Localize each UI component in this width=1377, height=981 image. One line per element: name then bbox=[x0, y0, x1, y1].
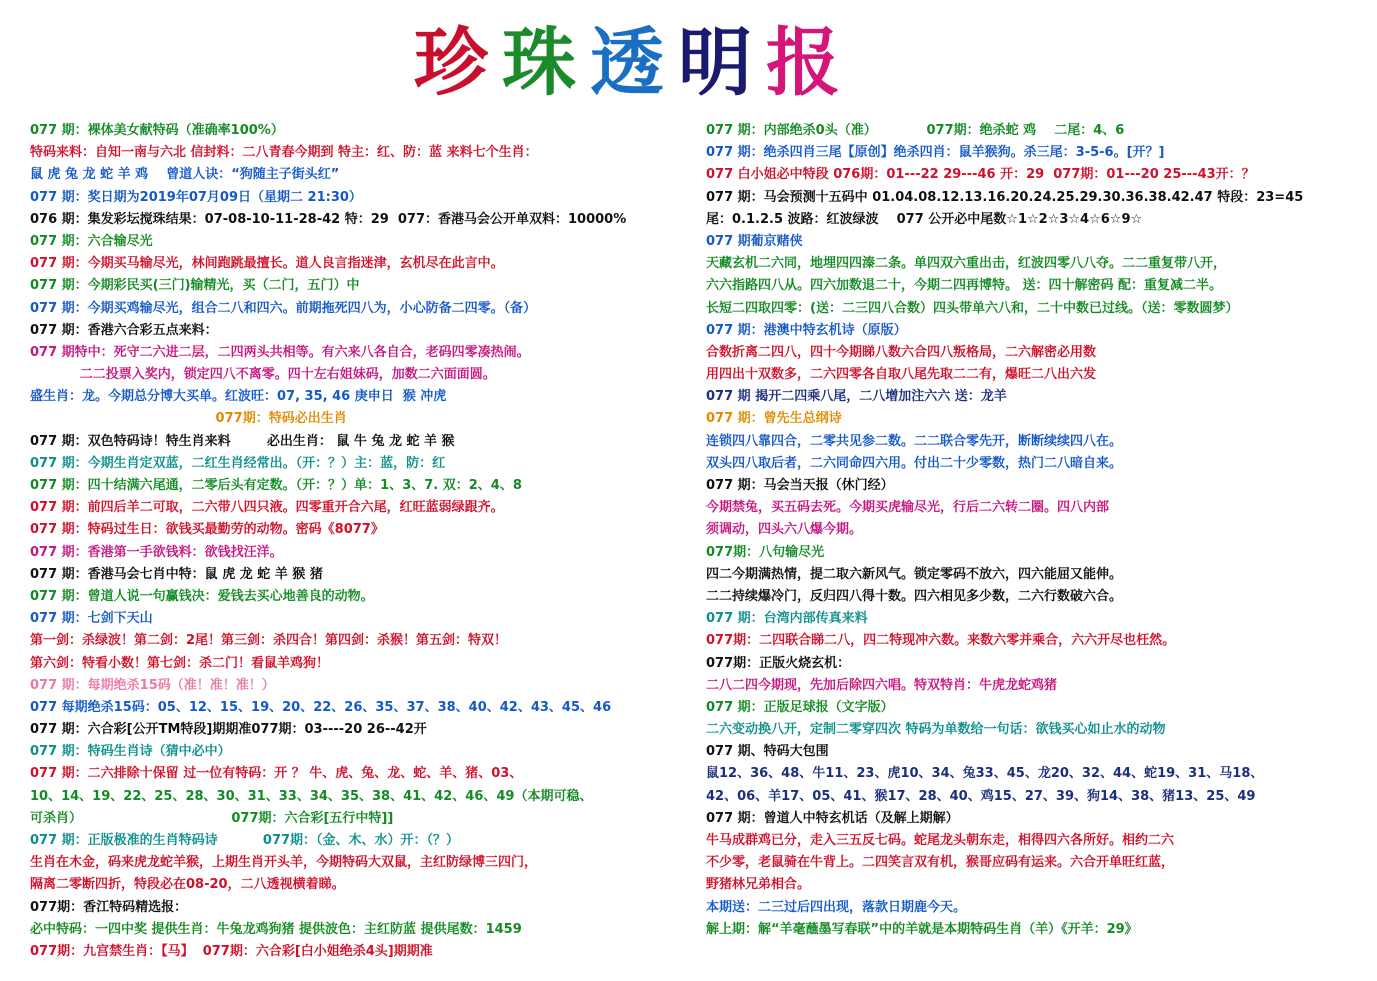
text-line: 077 期：曾先生总纲诗 bbox=[706, 411, 842, 427]
text-line: 077 每期绝杀15码：05、12、15、19、20、22、26、35、37、38、40、42、43、45、46 bbox=[30, 699, 612, 715]
text-line: 077期：二四联合睇二八，四二特现冲六数。来数六零并乘合，六六开尽也枉然。 bbox=[706, 633, 1176, 649]
text-line: 连锁四八靠四合，二零共见参二数。二二联合零先开，断断续续四八在。 bbox=[706, 433, 1123, 449]
text-line: 第一剑：杀绿波！第二剑：2尾！第三剑：杀四合！第四剑：杀猴！第五剑：特双！ bbox=[30, 633, 508, 649]
text-line: 必中特码：一四中奖 提供生肖：牛兔龙鸡狗猪 提供波色：主红防蓝 提供尾数：1459 bbox=[30, 921, 522, 937]
text-line: 今期禁兔，买五码去死。今期买虎输尽光，行后二六转二圈。四八内部 bbox=[706, 500, 1110, 516]
text-line: 077 期：双色特码诗！特生肖来料 必出生肖： 鼠 牛 兔 龙 蛇 羊 猴 bbox=[30, 433, 455, 449]
text-line: 077 期：内部绝杀0头（准） 077期：绝杀蛇 鸡 二尾：4、6 bbox=[706, 123, 1125, 138]
text-line: 双头四八取后者，二六同命四六用。付出二十少零数，热门二八暗自来。 bbox=[706, 455, 1123, 471]
text-line: 077 期：正版极准的生肖特码诗 077期：（金、木、水）开：（？） bbox=[30, 833, 460, 848]
text-line: 077 期：绝杀四肖三尾【原创】绝杀四肖：鼠羊猴狗。杀三尾：3-5-6。[开？] bbox=[706, 145, 1165, 161]
text-line: 077期：八句输尽光 bbox=[706, 544, 825, 560]
text-line: 077 期：香港第一手欲钱料：欲钱找汪洋。 bbox=[30, 544, 283, 560]
text-line: 第六剑：特看小数！第七剑：杀二门！看鼠羊鸡狗！ bbox=[30, 655, 330, 671]
text-line: 077 期：曾道人中特玄机话（及解上期解） bbox=[706, 810, 959, 826]
text-line: 鼠 虎 兔 龙 蛇 羊 鸡 曾道人诀：“狗随主子街头红” bbox=[30, 167, 340, 183]
text-line: 077 白小姐必中特段 076期：01---22 29---46 开：29 077期：01---20 25---43开：？ bbox=[706, 167, 1255, 183]
text-line: 077 期：正版足球报（文字版） bbox=[706, 699, 894, 715]
title-char-1: 珠 bbox=[502, 20, 582, 106]
text-line: 可杀肖） 077期：六合彩[五行中特]] bbox=[30, 810, 394, 826]
text-line: 077 期：七剑下天山 bbox=[30, 611, 153, 627]
text-line: 077 期：每期绝杀15码（准！准！准！） bbox=[30, 677, 275, 693]
text-line: 077期：香江特码精选报： bbox=[30, 899, 188, 915]
text-line: 四二今期满热情，提二取六新风气。锁定零码不放六，四六能屈又能伸。 bbox=[706, 566, 1123, 582]
text-line: 077 期：马会预测十五码中 01.04.08.12.13.16.20.24.25.29.30.36.38.42.47 特段：23=45 bbox=[706, 189, 1304, 205]
text-line: 077 期：今期买鸡输尽光，组合二八和四六。前期拖死四八为，小心防备二四零。（备） bbox=[30, 300, 537, 316]
text-line: 077 期：裸体美女献特码（准确率100%） bbox=[30, 123, 284, 138]
text-line: 077 期：台湾内部传真来料 bbox=[706, 611, 868, 627]
text-line: 077 期：前四后羊二可取，二六带八四只液。四零重开合六尾，红旺蓝弱绿跟齐。 bbox=[30, 500, 504, 516]
title-char-3: 明 bbox=[678, 20, 758, 106]
text-line: 二六变动换八开，定制二零穿四次 特码为单数给一句话：欲钱买心如止水的动物 bbox=[706, 722, 1166, 738]
text-line: 077 期 揭开二四乘八尾，二八增加注六六 送：龙羊 bbox=[706, 389, 1007, 405]
text-line: 长短二四取四零：(送：二三四八合数）四头带单六八和，二十中数已过线。（送：零数圆梦） bbox=[706, 300, 1239, 316]
text-line: 牛马成群鸡已分，走入三五反七码。蛇尾龙头朝东走，相得四六各所好。相约二六 bbox=[706, 833, 1175, 848]
text-line: 077 期：六合彩[公开TM特段]期期准077期：03----20 26--42开 bbox=[30, 722, 427, 738]
text-line: 077 期：四十结满六尾通，二零后头有定数。（开：？）单：1、3、7. 双：2、4、8 bbox=[30, 478, 522, 493]
text-line: 须调动，四头六八爆今期。 bbox=[706, 522, 863, 538]
text-line: 077 期特中：死守二六进二层，二四两头共相等。有六来八各自合，老码四零凑热闹。 bbox=[30, 344, 530, 360]
text-line: 野猪林兄弟相合。 bbox=[706, 877, 811, 893]
text-line: 天藏玄机二六同，地埋四四溱二条。单四双六重出击，红波四零八八夺。二二重复带八开， bbox=[706, 256, 1227, 272]
text-line: 尾：0.1.2.5 波路：红波绿波 077 公开必中尾数☆1☆2☆3☆4☆6☆9☆ bbox=[706, 211, 1143, 227]
right-column bbox=[706, 120, 1370, 941]
page-title bbox=[0, 18, 1260, 108]
text-line: 六六指路四八从。四六加数退二十，今期二四再博特。 送：四十解密码 配：重复减二半。 bbox=[706, 278, 1223, 294]
text-line: 077 期：马会当天报（休门经） bbox=[706, 478, 894, 493]
text-line: 鼠12、36、48、牛11、23、虎10、34、兔33、45、龙20、32、44、蛇19、31、马18、 bbox=[706, 766, 1264, 782]
text-line: 077 期：今期彩民买(三门)输精光，买（二门，五门）中 bbox=[30, 278, 360, 294]
text-line: 二二持续爆冷门，反归四八得十数。四六相见多少数，二六行数破六合。 bbox=[706, 588, 1123, 604]
text-line: 特码来料：自知一南与六北 信封料：二八青春今期到 特主：红、防：蓝 来料七个生肖： bbox=[30, 145, 538, 161]
text-line: 077 期：今期买马输尽光，林间跑跳最擅长。道人良言指迷津，玄机尽在此言中。 bbox=[30, 256, 504, 272]
text-line: 077期：九宫禁生肖：【马】 077期：六合彩[白小姐绝杀4头]期期准 bbox=[30, 943, 433, 959]
title-char-4: 报 bbox=[766, 20, 846, 106]
text-line: 本期送：二三过后四出现，落款日期鹿今天。 bbox=[706, 899, 967, 915]
text-line: 077 期：今期生肖定双蓝，二红生肖经常出。（开：？）主：蓝，防：红 bbox=[30, 455, 446, 471]
text-line: 077 期：香港六合彩五点来料： bbox=[30, 322, 218, 338]
title-char-2: 透 bbox=[590, 20, 670, 106]
text-line: 077 期：曾道人说一句赢钱决：爱钱去买心地善良的动物。 bbox=[30, 588, 374, 604]
text-line: 077 期：六合输尽光 bbox=[30, 233, 153, 249]
text-line: 隔离二零断四折，特段必在08-20，二八透视横着睇。 bbox=[30, 877, 345, 893]
text-line: 077 期：香港马会七肖中特：鼠 虎 龙 蛇 羊 猴 猪 bbox=[30, 566, 323, 582]
text-line: 二二投票入奖内，锁定四八不离零。四十左右姐妹码，加数二六面面圆。 bbox=[30, 367, 496, 383]
text-line: 077 期：二六排除十保留 过一位有特码：开 ？ 牛、虎、兔、龙、蛇、羊、猪、03、 bbox=[30, 766, 523, 782]
left-column bbox=[30, 120, 695, 963]
text-line: 10、14、19、22、25、28、30、31、33、34、35、38、41、42、46、49（本期可稳、 bbox=[30, 788, 593, 804]
text-line: 076 期：集发彩坛搅珠结果：07-08-10-11-28-42 特：29 077：香港马会公开单双料：10000% bbox=[30, 211, 627, 227]
text-line: 不少零，老鼠骑在牛背上。二四笑言双有机，猴哥应码有运来。六合开单旺红蓝， bbox=[706, 855, 1175, 871]
text-line: 077 期：特码生肖诗（猜中必中） bbox=[30, 744, 231, 760]
title-char-0: 珍 bbox=[414, 20, 494, 106]
text-line: 077 期：奖日期为2019年07月09日（星期二 21:30） bbox=[30, 189, 362, 205]
text-line: 合数折离二四八，四十今期睇八数六合四八叛格局，二六解密必用数 bbox=[706, 344, 1097, 360]
text-line: 生肖在木金，码来虎龙蛇羊猴，上期生肖开头羊，今期特码大双鼠，主红防绿博三四门， bbox=[30, 855, 538, 871]
text-line: 盛生肖：龙。今期总分博大买单。红波旺：07, 35, 46 庚申日 猴 冲虎 bbox=[30, 389, 447, 405]
text-line: 用四出十双数多，二六四零各自取八尾先取二二有，爆旺二八出六发 bbox=[706, 367, 1097, 383]
text-line: 二八二四今期现，先加后除四六唱。特双特肖：牛虎龙蛇鸡猪 bbox=[706, 677, 1058, 693]
text-line: 077期：特码必出生肖 bbox=[30, 411, 347, 427]
text-line: 077 期葡京赌侠 bbox=[706, 233, 803, 249]
text-line: 077期：正版火烧玄机： bbox=[706, 655, 851, 671]
text-line: 077 期：港澳中特玄机诗（原版） bbox=[706, 322, 907, 338]
text-line: 解上期：解“羊毫蘸墨写春联”中的羊就是本期特码生肖（羊）《开羊：29》 bbox=[706, 921, 1138, 937]
text-line: 42、06、羊17、05、41、猴17、28、40、鸡15、27、39、狗14、38、猪13、25、49 bbox=[706, 788, 1256, 804]
text-line: 077 期：特码过生日：欲钱买最勤劳的动物。密码《8077》 bbox=[30, 522, 384, 538]
text-line: 077 期、特码大包围 bbox=[706, 744, 829, 760]
